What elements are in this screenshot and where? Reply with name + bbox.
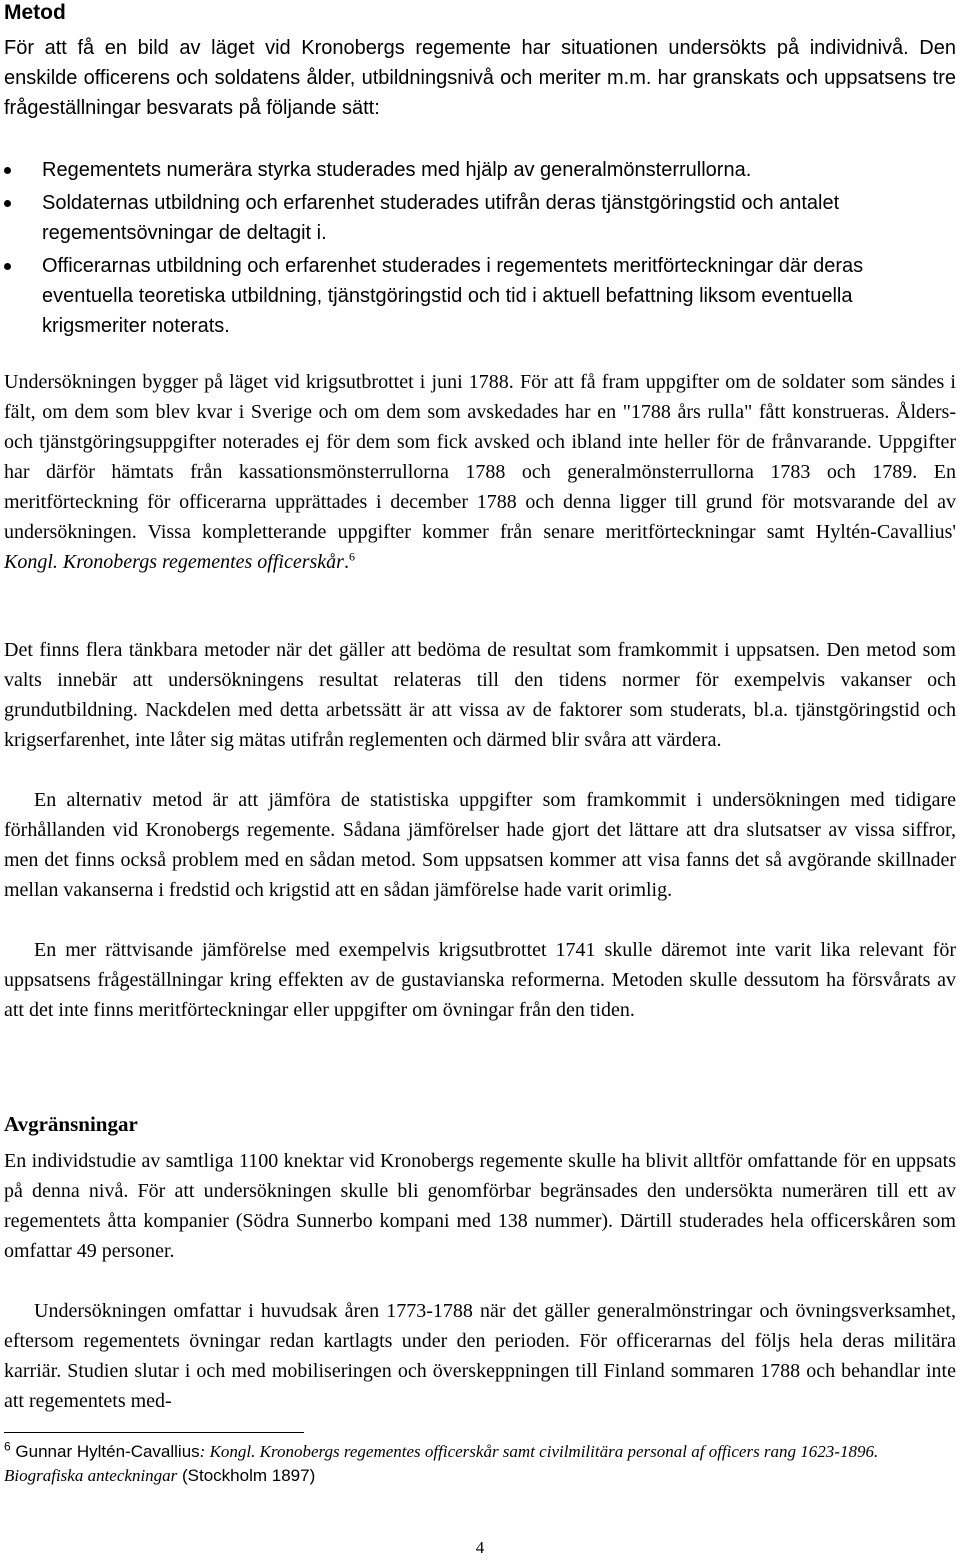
avgransningar-paragraph-1: En individstudie av samtliga 1100 knektar vid Kronobergs regemente skulle ha blivit alltför omfattande för en uppsats på denna nivå. För att undersökningen skulle bli genomförbar begränsades den undersökta numerären till ett av regementets åtta kompanier (Södra Sunnerbo kompani med 138 nummer). Därtill studerades hela officerskåren som omfattar 49 personer.	[4, 1150, 956, 1262]
metod-bullet-list	[4, 155, 956, 341]
metod-intro-paragraph: För att få en bild av läget vid Kronobergs regemente har situationen undersökts på individnivå. Den enskilde officerens och soldatens ålder, utbildningsnivå och meriter m.m. har granskats och uppsatsens tre frågeställningar besvarats på följande sätt:	[4, 37, 956, 119]
list-item: Regementets numerära styrka studerades med hjälp av generalmönsterrullorna.	[4, 155, 956, 185]
footnote-number: 6	[4, 1439, 11, 1454]
avgransningar-paragraph-2: Undersökningen omfattar i huvudsak åren 1773-1788 när det gäller generalmönstringar och övningsverksamhet, eftersom regementets övningar redan kartlagts under den perioden. För officerarnas del följs hela deras militära karriär. Studien slutar i och med mobiliseringen och överskeppningen till Finland sommaren 1788 och behandlar inte att regementets med-	[4, 1300, 956, 1412]
footnote: $^6$ Gunnar Hyltén-Cavallius: Kongl. Kronobergs regementes officerskår samt civilmilitära personal af officers rang 1623-1896. Biografiska anteckningar (Stockholm 1897)	[4, 1439, 879, 1485]
list-item: Soldaternas utbildning och erfarenhet studerades utifrån deras tjänstgöringstid och antalet regementsövningar de deltagit i.	[4, 188, 956, 248]
metod-paragraph-5: En mer rättvisande jämförelse med exempelvis krigsutbrottet 1741 skulle däremot inte varit lika relevant för uppsatsens frågeställningar kring effekten av de gustavianska reformerna. Metoden skulle dessutom ha försvårats av att det inte finns meritförteckningar eller uppgifter om övningar från den tiden.	[4, 939, 956, 1021]
bullet-icon	[4, 200, 11, 207]
section-heading-avgransningar: Avgränsningar	[4, 1112, 138, 1136]
metod-paragraph-3: Det finns flera tänkbara metoder när det gäller att bedöma de resultat som framkommit i uppsatsen. Den metod som valts innebär att undersökningens resultat relateras till den tidens normer för exempelvis vakanser och grundutbildning. Nackdelen med detta arbetssätt är att vissa av de faktorer som studerats, bl.a. tjänstgöringstid och krigserfarenhet, inte låter sig mätas utifrån reglementen och därmed blir svåra att värdera.	[4, 639, 956, 751]
bullet-icon	[4, 167, 11, 174]
footnote-divider	[4, 1432, 304, 1433]
footnote-ref[interactable]: 6	[348, 549, 355, 564]
page-number: 4	[475, 1538, 485, 1557]
section-heading-metod: Metod	[4, 1, 66, 24]
metod-paragraph-2: Undersökningen bygger på läget vid krigsutbrottet i juni 1788. För att få fram uppgifter om de soldater som sändes i fält, om dem som blev kvar i Sverige och om dem som avskedades har en "1788 års rulla" fått konstrueras. Ålders- och tjänstgöringsuppgifter noterades ej för dem som fick avsked och ibland inte heller för de frånvarande. Uppgifter har därför hämtats från kassationsmönsterrullorna 1788 och generalmönsterrullorna 1783 och 1789. En meritförteckning för officerarna upprättades i december 1788 och denna ligger till grund för motsvarande del av undersökningen. Vissa kompletterande uppgifter kommer från senare meritförteckningar samt Hyltén-Cavallius' Kongl. Kronobergs regementes officerskår.$^6$	[4, 371, 956, 573]
metod-paragraph-4: En alternativ metod är att jämföra de statistiska uppgifter som framkommit i undersökningen med tidigare förhållanden vid Kronobergs regemente. Sådana jämförelser hade gjort det lättare att dra slutsatser av vissa siffror, men det finns också problem med en sådan metod. Som uppsatsen kommer att visa fanns det så avgörande skillnader mellan vakanserna i fredstid och krigstid att en sådan jämförelse hade varit orimlig.	[4, 789, 956, 901]
bullet-icon	[4, 263, 11, 270]
list-item: Officerarnas utbildning och erfarenhet studerades i regementets meritförteckningar där deras eventuella teoretiska utbildning, tjänstgöringstid och tid i aktuell befattning liksom eventuella krigsmeriter noterats.	[4, 251, 956, 341]
